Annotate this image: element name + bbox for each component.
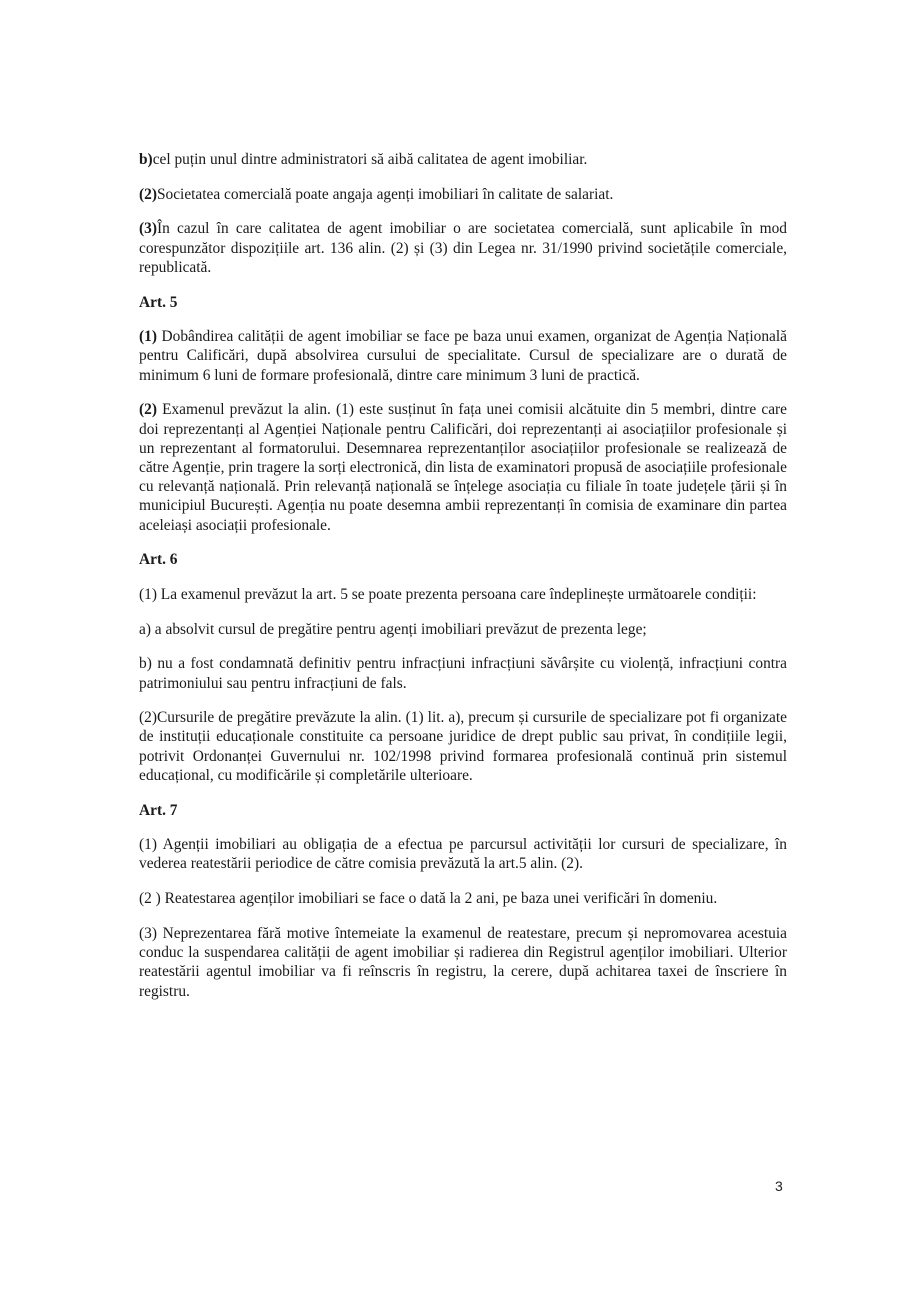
paragraph-3-lead: (3) (139, 220, 157, 238)
paragraph-b-lead: b) (139, 151, 153, 168)
art5-paragraph-2 (139, 400, 787, 534)
art5-heading: Art. 5 (139, 293, 178, 311)
art6-heading: Art. 6 (139, 551, 178, 569)
art6-paragraph-a: a) a absolvit cursul de pregătire pentru agenți imobiliari prevăzut de prezenta lege; (139, 620, 647, 638)
paragraph-2-lead: (2) (139, 185, 157, 203)
paragraph-3-text: În cazul în care calitatea de agent imobiliar o are societatea comercială, sunt aplicabile în mod corespunzător dispozițiile art. 136 alin. (2) și (3) din Legea nr. 31/1990 privind societățile comerciale, republicată. (139, 220, 787, 276)
art7-paragraph-1: (1) Agenții imobiliari au obligația de a efectua pe parcursul activității lor cursuri de specializare, în vederea reatestării periodice de către comisia prevăzută la art.5 alin. (2). (139, 836, 787, 873)
art7-paragraph-2: (2 ) Reatestarea agenților imobiliari se face o dată la 2 ani, pe baza unei verificări în domeniu. (139, 890, 718, 908)
art5-paragraph-1-text: Dobândirea calității de agent imobiliar se face pe baza unui examen, organizat de Agenția Națională pentru Calificări, după absolvirea cursului de specialitate. Cursul de specializare are o durată de minimum 6 luni de formare profesională, dintre care minimum 3 luni de practică. (139, 328, 787, 384)
art6-paragraph-b: b) nu a fost condamnată definitiv pentru infracțiuni infracțiuni săvârșite cu violență, infracțiuni contra patrimoniului sau pentru infracțiuni de fals. (139, 655, 787, 692)
art6-paragraph-2: (2)Cursurile de pregătire prevăzute la alin. (1) lit. a), precum și cursurile de specializare pot fi organizate de instituții educaționale constituite ca persoane juridice de drept public sau privat, în condițiile legii, potrivit Ordonanței Guvernului nr. 102/1998 privind formarea profesională continuă prin sistemul educațional, cu modificările și completările ulterioare. (139, 709, 787, 784)
art5-paragraph-1 (139, 327, 787, 385)
paragraph-3 (139, 219, 787, 277)
paragraph-b-text: cel puțin unul dintre administratori să aibă calitatea de agent imobiliar. (152, 151, 588, 168)
paragraph-b (139, 150, 787, 169)
art5-paragraph-1-lead: (1) (139, 328, 157, 346)
page-number: 3 (775, 1178, 783, 1194)
art6-paragraph-1: (1) La examenul prevăzut la art. 5 se poate prezenta persoana care îndeplinește următoarele condiții: (139, 585, 757, 603)
art5-paragraph-2-lead: (2) (139, 401, 157, 419)
paragraph-2 (139, 185, 787, 204)
document-body (139, 150, 787, 1016)
paragraph-2-text: Societatea comercială poate angaja agenți imobiliari în calitate de salariat. (156, 185, 614, 203)
art5-paragraph-2-text: Examenul prevăzut la alin. (1) este susținut în fața unei comisii alcătuite din 5 membri, dintre care doi reprezentanți al Agenției Naționale pentru Calificări, doi reprezentanți ai asociațiilor profesionale și un reprezentant al formatorului. Desemnarea reprezentanților asociațiilor profesionale se realizează de către Agenție, prin tragere la sorți electronică, din lista de examinatori propusă de asociațiile profesionale cu relevanță națională. Prin relevanță națională se înțelege asociația cu filiale în toate județele țării și în municipiul București. Agenția nu poate desemna ambii reprezentanți în comisia de examinare din partea aceleiași asociații profesionale. (139, 401, 787, 534)
art7-paragraph-3: (3) Neprezentarea fără motive întemeiate la examenul de reatestare, precum și nepromovarea acestuia conduc la suspendarea calității de agent imobiliar și radierea din Registrul agenților imobiliari. Ulterior reatestării agentul imobiliar va fi reînscris în registru, la cerere, după achitarea taxei de înscriere în registru. (139, 924, 787, 1000)
art7-heading: Art. 7 (139, 801, 178, 819)
